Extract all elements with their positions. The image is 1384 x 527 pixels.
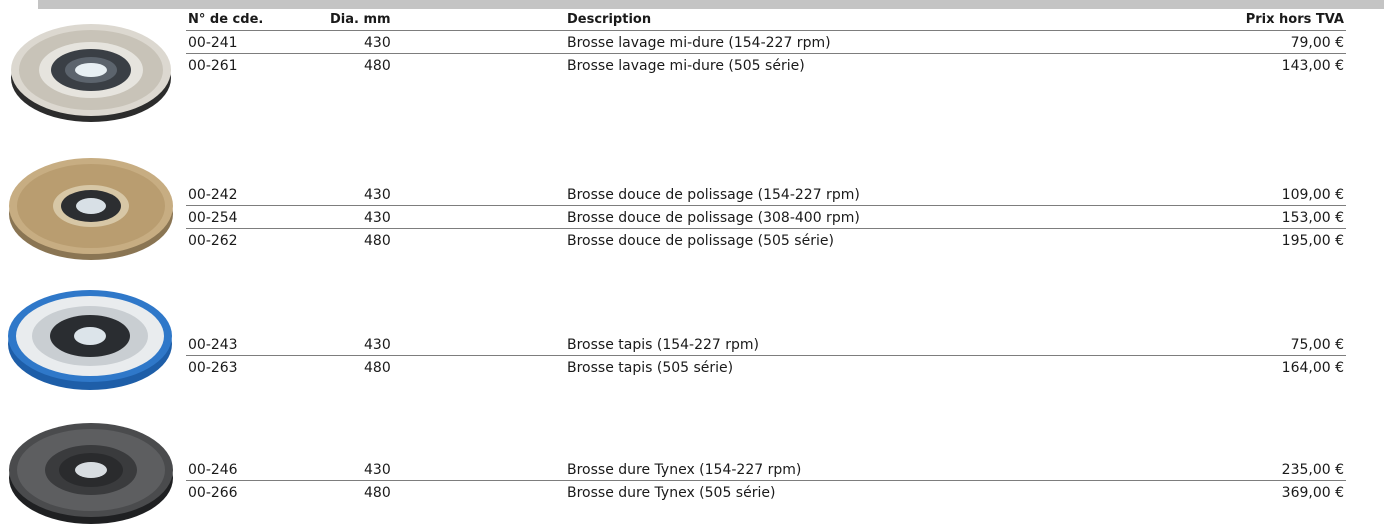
diameter: 480: [364, 233, 391, 249]
diameter: 480: [364, 485, 391, 501]
diameter: 480: [364, 58, 391, 74]
polishing-brush-natural-image: [6, 148, 176, 266]
price: 235,00 €: [1281, 462, 1344, 478]
description: Brosse tapis (505 série): [567, 360, 734, 376]
product-row: [186, 230, 1346, 252]
top-banner-bar: [38, 0, 1384, 9]
product-row: [186, 207, 1346, 229]
header-divider: [186, 30, 1346, 31]
description: Brosse dure Tynex (154-227 rpm): [567, 462, 802, 478]
order-number: 00-242: [188, 187, 238, 203]
order-number: 00-254: [188, 210, 238, 226]
order-number: 00-266: [188, 485, 238, 501]
description: Brosse lavage mi-dure (154-227 rpm): [567, 35, 831, 51]
order-number: 00-262: [188, 233, 238, 249]
order-number: 00-263: [188, 360, 238, 376]
product-row: [186, 357, 1346, 379]
order-number: 00-241: [188, 35, 238, 51]
header-diameter: Dia. mm: [330, 12, 391, 27]
price: 143,00 €: [1281, 58, 1344, 74]
order-number: 00-261: [188, 58, 238, 74]
header-price: Prix hors TVA: [1245, 12, 1344, 27]
description: Brosse lavage mi-dure (505 série): [567, 58, 805, 74]
price: 109,00 €: [1281, 187, 1344, 203]
diameter: 430: [364, 210, 391, 226]
description: Brosse dure Tynex (505 série): [567, 485, 776, 501]
tynex-brush-dark-image: [6, 412, 176, 527]
carpet-brush-blue-image: [4, 280, 176, 396]
product-row: [186, 334, 1346, 356]
price: 195,00 €: [1281, 233, 1344, 249]
product-row: [186, 55, 1346, 77]
price: 153,00 €: [1281, 210, 1344, 226]
product-row: [186, 184, 1346, 206]
description: Brosse douce de polissage (505 série): [567, 233, 834, 249]
order-number: 00-243: [188, 337, 238, 353]
diameter: 480: [364, 360, 391, 376]
price: 79,00 €: [1290, 35, 1344, 51]
product-row: [186, 482, 1346, 504]
diameter: 430: [364, 462, 391, 478]
product-row: [186, 32, 1346, 54]
price: 164,00 €: [1281, 360, 1344, 376]
diameter: 430: [364, 337, 391, 353]
price: 75,00 €: [1290, 337, 1344, 353]
product-row: [186, 459, 1346, 481]
description: Brosse douce de polissage (308-400 rpm): [567, 210, 860, 226]
description: Brosse tapis (154-227 rpm): [567, 337, 760, 353]
description: Brosse douce de polissage (154-227 rpm): [567, 187, 860, 203]
order-number: 00-246: [188, 462, 238, 478]
header-order-number: N° de cde.: [188, 12, 264, 27]
price: 369,00 €: [1281, 485, 1344, 501]
diameter: 430: [364, 187, 391, 203]
header-description: Description: [567, 12, 652, 27]
washing-brush-grey-image: [6, 12, 176, 126]
diameter: 430: [364, 35, 391, 51]
